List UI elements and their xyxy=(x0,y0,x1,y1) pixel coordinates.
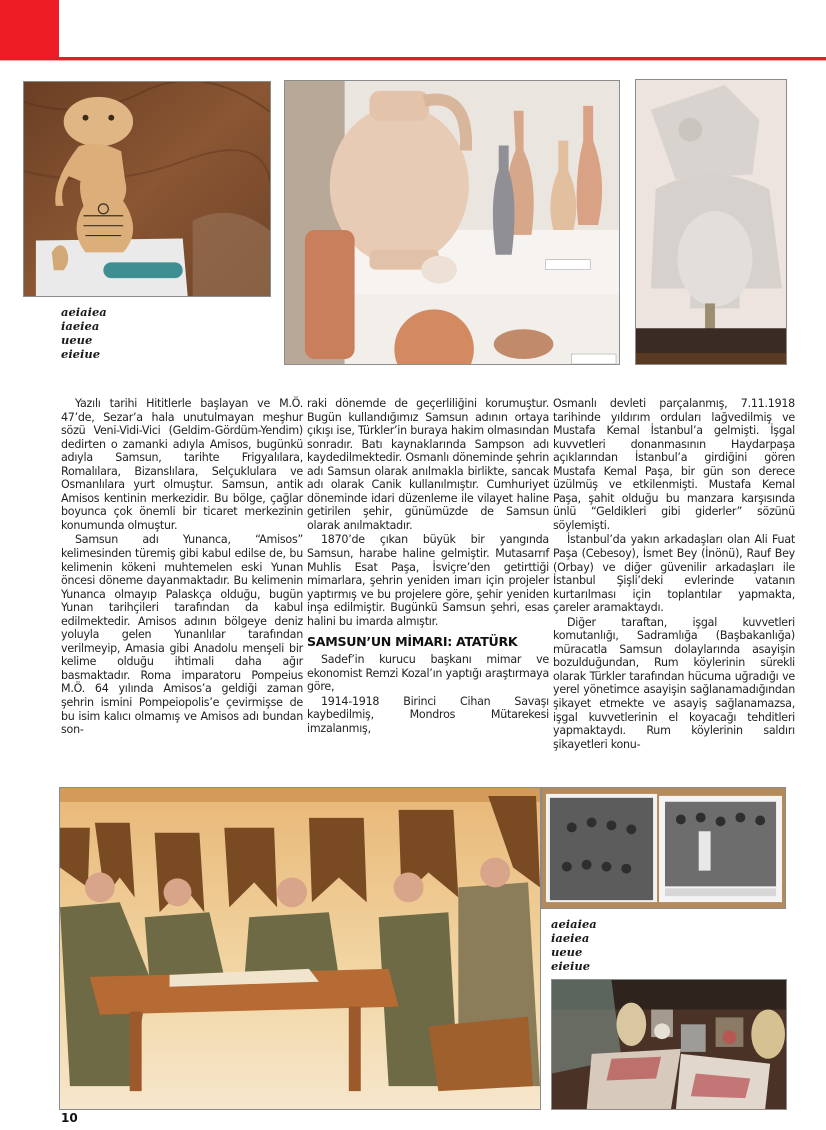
caption-line: aeiaiea xyxy=(551,917,597,931)
section-heading: SAMSUN’UN MİMARI: ATATÜRK xyxy=(307,634,518,650)
old-book-image xyxy=(542,788,785,908)
photo-figurine xyxy=(23,81,271,297)
caption-line: eieiue xyxy=(61,347,101,361)
paragraph: 1914-1918 Birinci Cihan Savaşı kaybedilmiş, Mondros Mütarekesi imzalanmış, xyxy=(307,694,549,736)
caption-line: eieiue xyxy=(551,959,591,973)
header-accent-block xyxy=(0,0,59,60)
article-column-2 xyxy=(307,397,549,736)
paragraph: İstanbul’da yakın arkadaşları olan Ali Fuat Paşa (Cebesoy), İsmet Bey (İnönü), Rauf Bey (Orbay) ve diğer güvenilir arkadaşları ile İstanbul Şişli’deki evlerinde vatanın kurtarılması için toplantılar yapmakta, çareler aramaktaydı. xyxy=(553,533,795,615)
photo-pottery xyxy=(284,80,620,365)
article-column-1 xyxy=(61,397,303,737)
paragraph: raki dönemde de geçerliliğini korumuştur. Bugün kullandığımız Samsun adının ortaya çıkışı ise, Türkler’in buraya hakim olmasından sonradır. Batı kaynaklarında Sampson adı kaydedilmektedir. Osmanlı döneminde şehrin adı Samsun olarak anılmakla birlikte, sancak adı olarak Canik kullanılmıştır. Cumhuriyet döneminde idari düzenleme ile vilayet haline getirilen şehir, günümüzde de Samsun olarak anılmaktadır. xyxy=(307,397,549,532)
marble-head-image xyxy=(636,80,786,364)
photo-wax-figures xyxy=(59,787,541,1110)
caption-line: ueue xyxy=(551,945,583,959)
caption-line: iaeiea xyxy=(61,319,100,333)
paragraph: Yazılı tarihi Hititlerle başlayan ve M.Ö. 47’de, Sezar’a hala unutulmayan meşhur sözü Veni-Vidi-Vici (Geldim-Gördüm-Yendim) dedirten o zamanki adıyla Amisos, bugünkü adıyla Samsun, tarihte Frigyalılara, Romalılara, Bizanslılara, Selçuklulara ve Osmanlılara yurt olmuştur. Samsun, antik Amisos kentinin merkezidir. Bu bölge, çağlar boyunca çok önemli bir ticaret merkezinin konumunda olmuştur. xyxy=(61,397,303,532)
wax-figures-image xyxy=(60,788,540,1109)
photo-marble-head xyxy=(635,79,787,365)
paragraph: Sadef’in kurucu başkanı mimar ve ekonomist Remzi Kozal’ın yaptığı araştırmaya göre, xyxy=(307,653,549,694)
photo-caption-top xyxy=(61,305,107,361)
paragraph: Diğer taraftan, işgal kuvvetleri komutanlığı, Sadramlığa (Başbakanlığa) müracatla Samsun dolaylarında asayişin bozulduğundan, Rum köylerinin sürekli olarak Türkler tarafından hücuma uğradığı ve yerel yönetimce asayişin sağlanamadığından şikayet etmekte ve asayiş sağlanamazsa, işgal kuvvetlerinin el koyacağı tehditleri yapmaktaydı. Rum köylerinin saldırı şikayetleri konu- xyxy=(553,615,795,751)
caption-line: aeiaiea xyxy=(61,305,107,319)
pottery-image xyxy=(285,81,619,364)
caption-line: iaeiea xyxy=(551,931,590,945)
paragraph: 1870’de çıkan büyük bir yangında Samsun, harabe haline gelmiştir. Mutasarrıf Muhlis Esat Paşa, İsviçre’den getirttiği mimarlara, şehrin yeniden imarı için projeler yaptırmış ve bu projelere göre, şehir yeniden inşa edilmiştir. Bugünkü Samsun şehri, esas halini bu imarda almıştır. xyxy=(307,533,549,628)
display-case-image xyxy=(552,980,786,1109)
caption-line: ueue xyxy=(61,333,93,347)
article-column-3 xyxy=(553,397,795,751)
paragraph: Samsun adı Yunanca, “Amisos” kelimesinden türemiş gibi kabul edilse de, bu kelimenin kökeni muhtemelen eski Yunan öncesi döneme dayanmaktadır. Bu kelimenin Yunanca olmayıp Palaskça olduğu, bugün Yunan tarihçileri tarafından da kabul edilmektedir. Amisos adının bölgeye deniz yoluyla gelen Yunanlılar tarafından verilmeyip, Amasia gibi Anadolu menşeli bir kelime olduğu ihtimali daha ağır basmaktadır. Roma imparatoru Pompeius M.Ö. 64 yılında Amisos’a geldiği zaman şehrin ismini Pompeiopolis’e çevirmişse de bu isim kalıcı olmamış ve Amisos adı bundan son- xyxy=(61,533,303,737)
photo-old-book xyxy=(541,787,786,909)
photo-display-case xyxy=(551,979,787,1110)
figurine-image xyxy=(24,82,270,296)
page-number: 10 xyxy=(61,1111,78,1125)
header-rule-shadow xyxy=(0,60,826,61)
photo-caption-bottom xyxy=(551,917,597,973)
paragraph: Osmanlı devleti parçalanmış, 7.11.1918 tarihinde yıldırım orduları lağvedilmiş ve Mustafa Kemal İstanbul’a gelmişti. İşgal kuvvetleri donanmasının Haydarpaşa açıklarından İstanbul’a girdiğini gören Mustafa Kemal Paşa, bir gün son derece üzülmüş ve etkilenmişti. Mustafa Kemal Paşa, şahit olduğu bu manzara karşısında ünlü “Geldikleri gibi giderler” sözünü söylemişti. xyxy=(553,397,795,532)
